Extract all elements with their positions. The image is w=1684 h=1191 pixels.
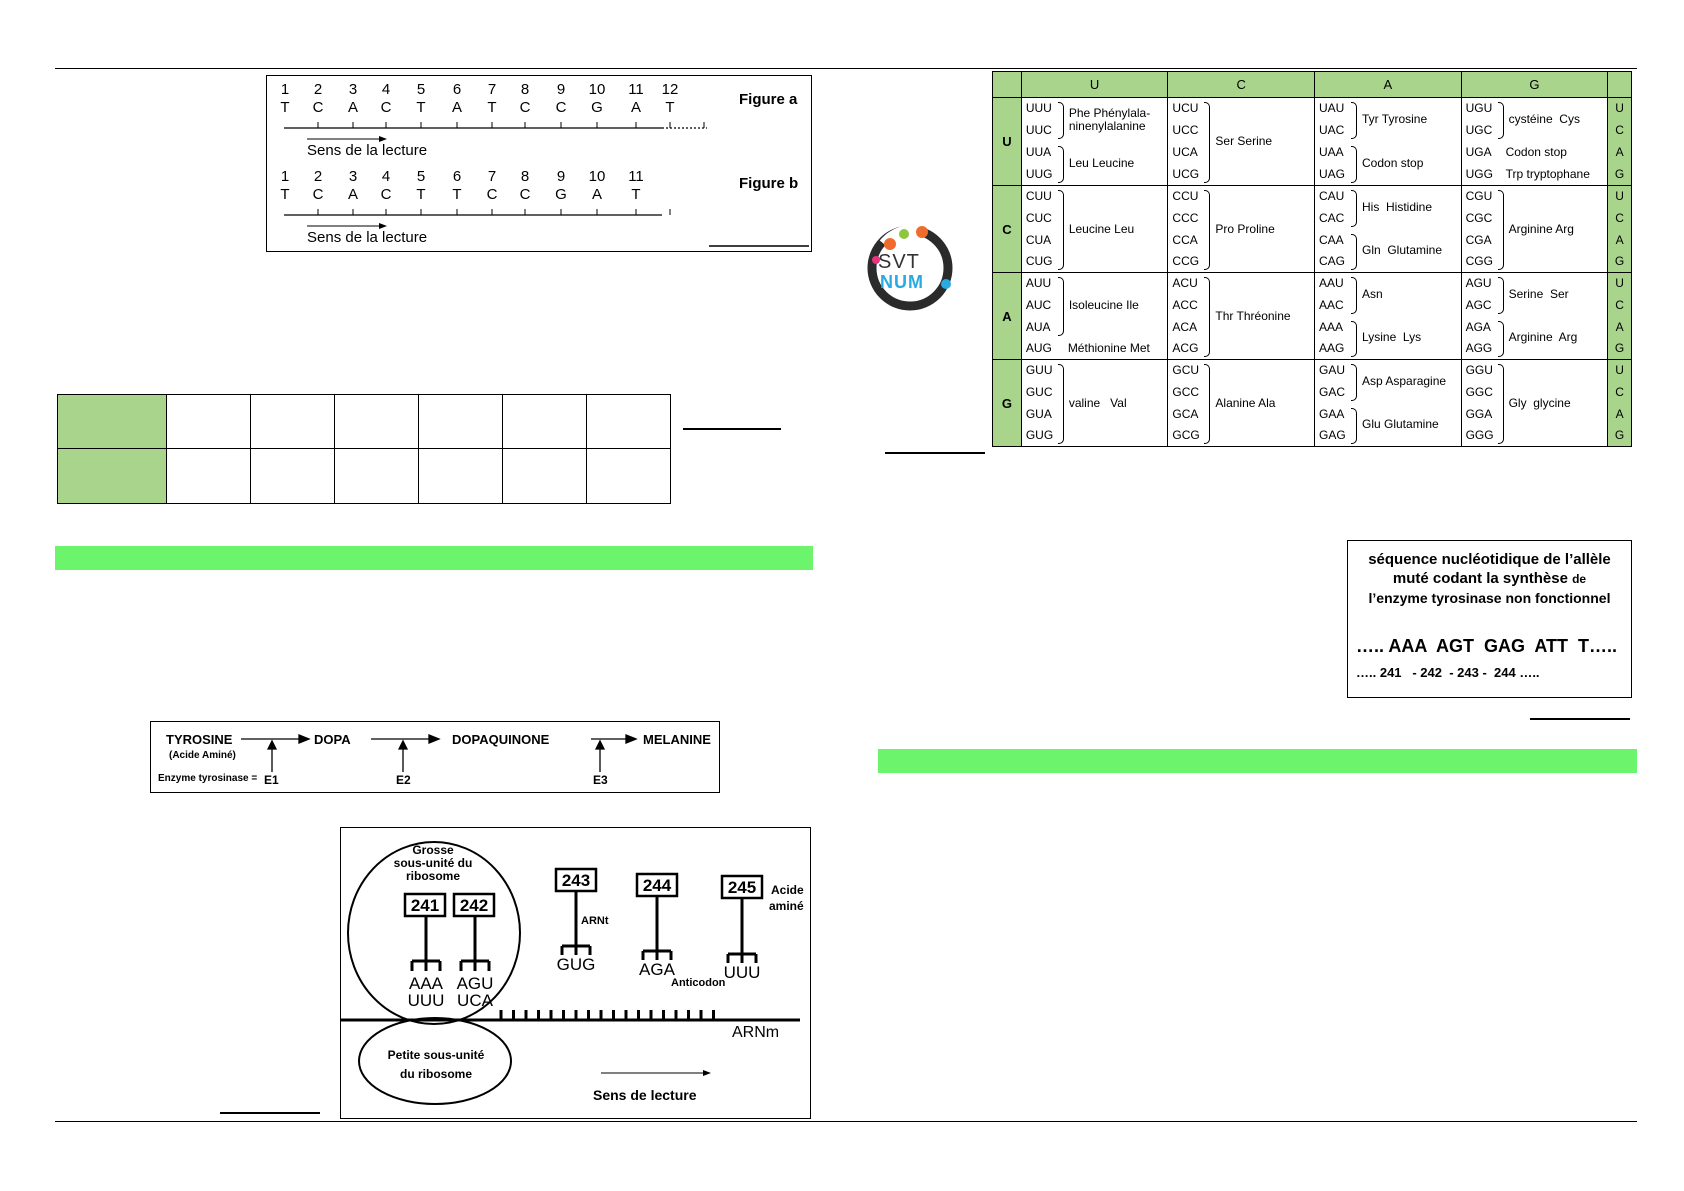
codon: UCC: [1172, 123, 1199, 137]
codon-cell: [1021, 98, 1168, 186]
codon: GGA: [1465, 406, 1493, 421]
codon: CAG: [1319, 254, 1346, 269]
codon: UUA: [1025, 145, 1052, 159]
reading-direction-a: Sens de la lecture: [307, 142, 428, 159]
codon: GAA: [1319, 406, 1345, 421]
third-base-label: C: [1615, 210, 1624, 225]
codon-table-grid: [992, 71, 1632, 447]
figure-b-base: A: [591, 186, 602, 203]
second-base-header: A: [1315, 72, 1462, 98]
third-base-label: G: [1614, 254, 1625, 269]
codon: UAU: [1319, 101, 1345, 115]
codon: ACG: [1172, 341, 1199, 356]
e3-label: E3: [593, 773, 608, 787]
third-base-label: C: [1615, 384, 1624, 399]
amino-acid-name: Méthionine Met: [1067, 341, 1150, 356]
figure-a-base: T: [416, 99, 426, 116]
codon: UCA: [1172, 145, 1198, 159]
figures-ab-box: [266, 75, 812, 252]
brace-icon: [1204, 102, 1210, 183]
section-bar-right: [878, 749, 1637, 773]
codon: ACA: [1172, 319, 1198, 334]
figure-b-position: 8: [520, 168, 530, 185]
codon: AGA: [1465, 319, 1491, 334]
answer-cell[interactable]: [587, 449, 671, 504]
codon: CAC: [1319, 210, 1345, 225]
pathway-box: [150, 721, 720, 793]
tyrosine-label: TYROSINE: [166, 732, 233, 747]
brace-icon: [1351, 277, 1357, 314]
codon-number-241: 241: [410, 896, 440, 915]
anticodon-243: GUG: [556, 955, 596, 974]
figure-a-base: A: [630, 99, 641, 116]
figure-a-position: 10: [588, 81, 606, 98]
second-base-header: U: [1021, 72, 1168, 98]
third-base-column: [1608, 360, 1632, 447]
answer-cell[interactable]: [251, 395, 335, 449]
codon-cell: [1021, 360, 1168, 447]
third-base-column: [1608, 186, 1632, 273]
figure-a-label: Figure a: [739, 91, 798, 108]
amino-acid-label: Acide aminé: [769, 883, 804, 913]
mutated-sequence-box: [1347, 540, 1632, 698]
codon: GUC: [1025, 384, 1053, 399]
figure-b-position: 3: [348, 168, 358, 185]
anticodon-244: AGA: [639, 960, 675, 979]
table-corner: [1608, 72, 1632, 98]
third-base-column: [1608, 98, 1632, 186]
amino-acid-name: Arginine Arg: [1508, 330, 1578, 345]
codon: AUC: [1025, 297, 1052, 312]
codon: GCA: [1172, 406, 1199, 421]
brace-icon: [1351, 408, 1357, 445]
codon: CGU: [1465, 189, 1493, 203]
codon-cell: [1461, 98, 1608, 186]
ribosome-box: [340, 827, 811, 1119]
third-base-label: U: [1615, 101, 1624, 115]
second-base-header: G: [1461, 72, 1608, 98]
anticodon-label: Anticodon: [671, 977, 726, 989]
codon: UAG: [1319, 167, 1346, 181]
codon: CCU: [1172, 189, 1199, 203]
codon: UAA: [1319, 145, 1344, 159]
logo-text-svt: SVT: [878, 251, 920, 273]
codon: ACU: [1172, 276, 1198, 290]
section-bar-left: [55, 546, 813, 570]
amino-acid-label: (Acide Aminé): [169, 750, 236, 761]
large-subunit-label: Grosse sous-unité du ribosome: [393, 843, 473, 883]
mutated-sequence: ….. AAA AGT GAG ATT T…..: [1356, 636, 1617, 656]
figure-b-position: 6: [452, 168, 462, 185]
reading-direction-label: Sens de lecture: [593, 1087, 697, 1103]
answer-cell[interactable]: [419, 395, 503, 449]
codon: UGG: [1465, 167, 1493, 181]
figure-a-position: 1: [280, 81, 290, 98]
codon-number-245: 245: [727, 878, 757, 897]
answer-underline: [683, 428, 781, 430]
codon: AAG: [1319, 341, 1345, 356]
codon: GAG: [1319, 428, 1346, 443]
brace-icon: [1351, 234, 1357, 271]
amino-acid-name: Leucine Leu: [1068, 221, 1135, 236]
codon: CCA: [1172, 232, 1198, 247]
codon: CCG: [1172, 254, 1200, 269]
amino-acid-name: Arginine Arg: [1508, 221, 1574, 236]
answer-cell[interactable]: [251, 449, 335, 504]
amino-acid-name: Gly glycine: [1508, 395, 1571, 410]
third-base-label: G: [1614, 167, 1625, 181]
codon: CCC: [1172, 210, 1199, 225]
answer-cell[interactable]: [503, 395, 587, 449]
brace-icon: [1204, 190, 1210, 270]
e2-label: E2: [396, 773, 411, 787]
brace-icon: [1351, 364, 1357, 401]
codon-number-244: 244: [642, 876, 672, 895]
codon: CAA: [1319, 232, 1344, 247]
codon: GUA: [1025, 406, 1052, 421]
figure-a-base: C: [519, 99, 531, 116]
answer-cell[interactable]: [167, 395, 251, 449]
amino-acid-name: Codon stop: [1362, 156, 1424, 170]
amino-acid-name: Ser Serine: [1215, 134, 1273, 148]
codon-cell: [1168, 186, 1315, 273]
sequence-title: séquence nucléotidique de l’allèle muté codant la synthèse de l’enzyme tyrosinase non fonctionnel: [1368, 551, 1611, 606]
codon: UCU: [1172, 101, 1199, 115]
figure-a-position: 4: [381, 81, 391, 98]
figure-a-base: C: [380, 99, 392, 116]
answer-cell[interactable]: [335, 395, 419, 449]
codon: GUG: [1025, 428, 1054, 443]
svt-num-logo: [864, 222, 956, 314]
codon: GCU: [1172, 363, 1200, 377]
codon: AAA: [1319, 319, 1344, 334]
codon: GGU: [1465, 363, 1493, 377]
figure-b-position: 9: [556, 168, 566, 185]
codon: AUA: [1025, 319, 1051, 334]
third-base-label: U: [1615, 189, 1624, 203]
answer-cell[interactable]: [419, 449, 503, 504]
figure-a-base: T: [280, 99, 290, 116]
codon-cell: [1315, 273, 1462, 360]
figure-a-position: 3: [348, 81, 358, 98]
third-base-label: A: [1615, 145, 1624, 159]
first-base-label: C: [993, 186, 1022, 273]
codon-cell: [1315, 98, 1462, 186]
figure-a-position: 5: [416, 81, 426, 98]
figure-ab-axes: [267, 76, 813, 253]
figure-a-position: 8: [520, 81, 530, 98]
codon-cell: [1168, 98, 1315, 186]
figure-a-base: A: [347, 99, 358, 116]
brace-icon: [1058, 102, 1064, 139]
amino-acid-name: Asn: [1362, 286, 1383, 301]
brace-icon: [1351, 146, 1357, 183]
figure-a-base: T: [665, 99, 675, 116]
figure-b-base: C: [486, 186, 498, 203]
figure-a-base: C: [312, 99, 324, 116]
answer-cell[interactable]: [587, 395, 671, 449]
logo-text-num: NUM: [880, 272, 924, 292]
brace-icon: [1058, 190, 1064, 270]
melanine-label: MELANINE: [643, 732, 711, 747]
figure-b-base: T: [280, 186, 290, 203]
answer-cell[interactable]: [503, 449, 587, 504]
codon: UUG: [1025, 167, 1053, 181]
third-base-label: C: [1615, 297, 1624, 312]
amino-acid-name: Pro Proline: [1215, 221, 1275, 236]
amino-acid-name: Glu Glutamine: [1362, 417, 1439, 432]
second-base-header: C: [1168, 72, 1315, 98]
figure-b-position: 10: [588, 168, 606, 185]
codon-number-242: 242: [459, 896, 489, 915]
codon: AUU: [1025, 276, 1052, 290]
bottom-rule: [55, 1121, 1637, 1122]
amino-acid-name: cystéine Cys: [1508, 112, 1580, 126]
codon-cell: [1168, 273, 1315, 360]
codon: GCG: [1172, 428, 1200, 443]
codon: CAU: [1319, 189, 1345, 203]
figure-b-position: 1: [280, 168, 290, 185]
amino-acid-name: Alanine Ala: [1215, 395, 1276, 410]
amino-acid-name: Serine Ser: [1508, 286, 1569, 301]
brace-icon: [1058, 146, 1064, 183]
codon: UAC: [1319, 123, 1345, 137]
brace-icon: [1498, 364, 1504, 444]
figure-a-position: 11: [628, 81, 644, 98]
amino-acid-name: Leu Leucine: [1068, 156, 1135, 170]
pathway-arrows: [151, 722, 721, 794]
codon-cell: [1461, 273, 1608, 360]
figure-a-base: G: [591, 99, 603, 116]
answer-cell[interactable]: [335, 449, 419, 504]
amino-acid-name: Codon stop: [1505, 145, 1567, 159]
genetic-code-table: [992, 71, 1632, 446]
third-base-column: [1608, 273, 1632, 360]
codon: GGG: [1465, 428, 1494, 443]
brace-icon: [1058, 277, 1064, 336]
codon: AUG: [1025, 341, 1052, 356]
amino-acid-name: Lysine Lys: [1362, 330, 1422, 345]
figure-b-base: C: [380, 186, 392, 203]
sequence-underline: [1530, 718, 1630, 720]
amino-acid-name: Gln Glutamine: [1362, 243, 1443, 258]
codon-cell: [1168, 360, 1315, 447]
amino-acid-name: Isoleucine Ile: [1068, 297, 1139, 312]
reading-direction-b: Sens de la lecture: [307, 229, 428, 246]
codon: ACC: [1172, 297, 1198, 312]
figure-b-base: C: [312, 186, 324, 203]
figure-b-position: 11: [628, 168, 644, 185]
codon-cell: [1461, 360, 1608, 447]
brace-icon: [1351, 321, 1357, 358]
figure-b-base: T: [631, 186, 641, 203]
amino-acid-name: Tyr Tyrosine: [1362, 112, 1428, 126]
brace-icon: [1498, 321, 1504, 358]
answer-cell[interactable]: [167, 449, 251, 504]
figure-b-position: 7: [487, 168, 497, 185]
ribosome-underline: [220, 1112, 320, 1114]
codon-underline: [885, 452, 985, 454]
brace-icon: [1058, 364, 1064, 444]
answer-header-cell: [58, 449, 167, 504]
codon: CGG: [1465, 254, 1493, 269]
brace-icon: [1498, 277, 1504, 314]
figure-a-position: 6: [452, 81, 462, 98]
figure-b-base: A: [347, 186, 358, 203]
codon: GCC: [1172, 384, 1200, 399]
amino-acid-name: Phe Phénylala- ninenylalanine: [1068, 105, 1151, 133]
figure-a-position: 2: [313, 81, 323, 98]
brace-icon: [1351, 102, 1357, 139]
amino-acid-name: Trp tryptophane: [1505, 167, 1590, 181]
third-base-label: A: [1615, 232, 1624, 247]
codon: GAC: [1319, 384, 1346, 399]
codon: UGU: [1465, 101, 1493, 115]
figure-b-base: T: [416, 186, 426, 203]
third-base-label: G: [1614, 341, 1625, 356]
figure-b-base: C: [519, 186, 531, 203]
first-base-label: U: [993, 98, 1022, 186]
codon: UUU: [1025, 101, 1052, 115]
e1-label: E1: [264, 773, 279, 787]
brace-icon: [1351, 190, 1357, 227]
codon: AGG: [1465, 341, 1493, 356]
first-base-label: A: [993, 273, 1022, 360]
third-base-label: A: [1615, 319, 1624, 334]
table-corner: [993, 72, 1022, 98]
codon: GUU: [1025, 363, 1053, 377]
third-base-label: A: [1615, 406, 1624, 421]
amino-acid-name: valine Val: [1068, 395, 1127, 410]
dopa-label: DOPA: [314, 732, 351, 747]
mrna-label: ARNm: [732, 1024, 780, 1041]
figure-b-label: Figure b: [739, 175, 799, 192]
codon: CUC: [1025, 210, 1052, 225]
codon-cell: [1461, 186, 1608, 273]
brace-icon: [1204, 364, 1210, 444]
amino-acid-name: Thr Thréonine: [1215, 308, 1291, 323]
answer-table: [57, 394, 671, 504]
codon: GAU: [1319, 363, 1346, 377]
anticodon-245: UUU: [723, 963, 761, 982]
amino-acid-name: Asp Asparagine: [1362, 373, 1447, 388]
codon: UGC: [1465, 123, 1493, 137]
codon: AAU: [1319, 276, 1344, 290]
figure-a-base: A: [451, 99, 462, 116]
codon: CGA: [1465, 232, 1492, 247]
codon: AGU: [1465, 276, 1492, 290]
brace-icon: [1498, 102, 1504, 139]
codon: AGC: [1465, 297, 1492, 312]
trna-label: ARNt: [581, 915, 609, 927]
codon: CGC: [1465, 210, 1493, 225]
codon-cell: [1021, 273, 1168, 360]
third-base-label: C: [1615, 123, 1624, 137]
codon: CUA: [1025, 232, 1052, 247]
answer-header-cell: [58, 395, 167, 449]
third-base-label: G: [1614, 428, 1625, 443]
top-rule: [55, 68, 1637, 69]
figure-b-position: 2: [313, 168, 323, 185]
amino-acid-name: His Histidine: [1362, 199, 1433, 214]
codon: CUG: [1025, 254, 1053, 269]
codon-cell: [1315, 186, 1462, 273]
anticodon-242: AGU UCA: [456, 974, 494, 1010]
dopaquinone-label: DOPAQUINONE: [452, 732, 550, 747]
anticodon-241: AAA UUU: [407, 974, 445, 1010]
figure-a-position: 9: [556, 81, 566, 98]
codon-cell: [1315, 360, 1462, 447]
figure-b-base: T: [452, 186, 462, 203]
third-base-label: U: [1615, 363, 1624, 377]
figure-a-base: T: [487, 99, 497, 116]
codon: UUC: [1025, 123, 1052, 137]
third-base-label: U: [1615, 276, 1624, 290]
codon: CUU: [1025, 189, 1052, 203]
codon-number-243: 243: [561, 871, 591, 890]
codon: AAC: [1319, 297, 1344, 312]
figure-b-position: 5: [416, 168, 426, 185]
brace-icon: [1498, 190, 1504, 270]
figure-b-position: 4: [381, 168, 391, 185]
codon: GGC: [1465, 384, 1493, 399]
figure-a-position: 12: [661, 81, 679, 98]
enzyme-label: Enzyme tyrosinase =: [158, 773, 258, 784]
small-subunit-label: Petite sous-unité du ribosome: [387, 1048, 485, 1081]
codon-cell: [1021, 186, 1168, 273]
figure-a-base: C: [555, 99, 567, 116]
first-base-label: G: [993, 360, 1022, 447]
brace-icon: [1204, 277, 1210, 357]
figure-b-base: G: [555, 186, 567, 203]
codon: UCG: [1172, 167, 1200, 181]
figure-a-position: 7: [487, 81, 497, 98]
codon: UGA: [1465, 145, 1492, 159]
codon-numbers: ….. 241 - 242 - 243 - 244 …..: [1356, 665, 1540, 680]
